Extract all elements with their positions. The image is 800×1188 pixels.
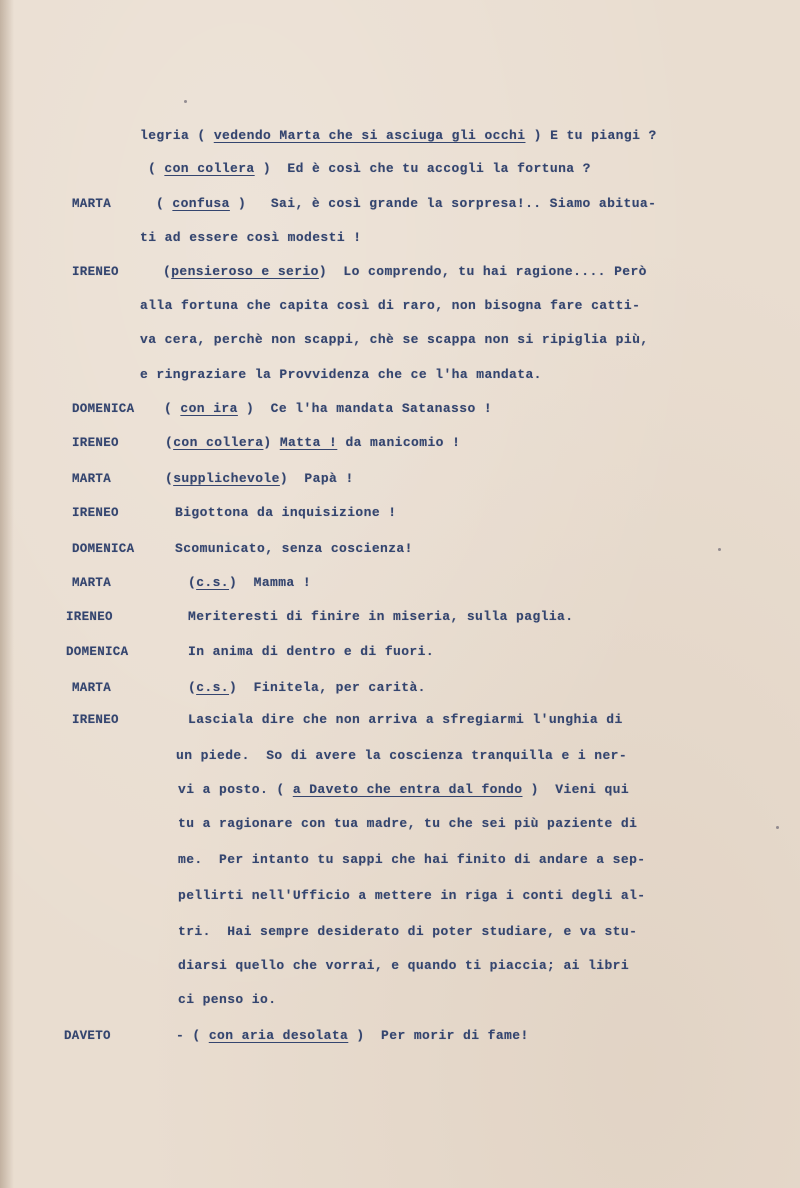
stage-direction: c.s. [196, 680, 230, 695]
line-text: ) Mamma ! [229, 575, 312, 590]
dialogue-line [188, 712, 623, 728]
speaker-name: DOMENICA [72, 402, 135, 416]
line-text: va cera, perchè non scappi, chè se scappa non si ripiglia più, [140, 332, 649, 347]
line-text: me. Per intanto tu sappi che hai finito di andare a sep- [178, 852, 646, 867]
line-text: tu a ragionare con tua madre, tu che sei più paziente di [178, 816, 638, 831]
line-text: Meriteresti di finire in miseria, sulla paglia. [188, 609, 574, 624]
dialogue-line [188, 609, 573, 625]
line-text: alla fortuna che capita così di raro, non bisogna fare catti- [140, 298, 641, 313]
line-text: ) Lo comprendo, tu hai ragione.... Però [318, 264, 647, 279]
dialogue-line [140, 367, 542, 383]
dialogue-line [188, 575, 311, 591]
dialogue-line [176, 1028, 529, 1044]
line-text: ( [165, 471, 174, 486]
line-text: vi a posto. ( [178, 782, 293, 797]
line-text: e ringraziare la Provvidenza che ce l'ha mandata. [140, 367, 542, 382]
line-text: ( [156, 196, 173, 211]
dialogue-line [178, 782, 629, 798]
stage-direction: supplichevole [173, 471, 280, 486]
line-text: ( [165, 435, 174, 450]
dialogue-line [188, 644, 434, 660]
line-text: ( [188, 575, 197, 590]
line-text: ( [148, 161, 165, 176]
dialogue-line [178, 924, 637, 940]
paper-shadow-edge [0, 0, 14, 1188]
line-text: ) Papà ! [279, 471, 354, 486]
speaker-name: IRENEO [72, 713, 119, 727]
line-text: legria ( [140, 128, 214, 143]
stage-direction: con aria desolata [208, 1028, 349, 1043]
dialogue-line [175, 505, 396, 521]
line-text: ) Vieni qui [522, 782, 630, 797]
line-text: un piede. So di avere la coscienza tranquilla e i ner- [176, 748, 628, 763]
line-text: ) Ce l'ha mandata Satanasso ! [237, 401, 493, 416]
dialogue-line [178, 888, 645, 904]
dialogue-line [188, 680, 426, 696]
line-text: - ( [176, 1028, 209, 1043]
dialogue-line [175, 541, 413, 557]
line-text: da manicomio ! [337, 435, 461, 450]
line-text: ) Finitela, per carità. [229, 680, 426, 695]
dialogue-line [165, 435, 460, 451]
line-text: In anima di dentro e di fuori. [188, 644, 435, 659]
speaker-name: IRENEO [72, 436, 119, 450]
ink-speck [718, 548, 721, 551]
line-text: ( [188, 680, 197, 695]
line-text: ( [163, 264, 172, 279]
line-text: ) Sai, è così grande la sorpresa!.. Siamo abitua- [229, 196, 657, 211]
dialogue-line [178, 852, 645, 868]
stage-direction: a Daveto che entra dal fondo [292, 782, 523, 797]
dialogue-line [178, 992, 276, 1008]
stage-direction: c.s. [196, 575, 230, 590]
line-text: ) Ed è così che tu accogli la fortuna ? [254, 161, 591, 176]
stage-direction: vedendo Marta che si asciuga gli occhi [213, 128, 526, 143]
speaker-name: IRENEO [72, 506, 119, 520]
line-text: diarsi quello che vorrai, e quando ti piaccia; ai libri [178, 958, 630, 973]
dialogue-line [164, 401, 492, 417]
dialogue-line [178, 958, 629, 974]
dialogue-line [140, 230, 361, 246]
stage-direction: pensieroso e serio [171, 264, 319, 279]
stage-direction: confusa [172, 196, 230, 211]
dialogue-line [165, 471, 354, 487]
line-text: ci penso io. [178, 992, 277, 1007]
dialogue-line [156, 196, 656, 212]
line-text: Scomunicato, senza coscienza! [175, 541, 413, 556]
line-text: Lasciala dire che non arriva a sfregiarmi l'unghia di [188, 712, 623, 727]
dialogue-line [176, 748, 627, 764]
stage-direction: con collera [173, 435, 264, 450]
speaker-name: IRENEO [66, 610, 113, 624]
dialogue-line [163, 264, 647, 280]
speaker-name: IRENEO [72, 265, 119, 279]
dialogue-line [140, 332, 648, 348]
speaker-name: MARTA [72, 576, 112, 590]
line-text: Bigottona da inquisizione ! [175, 505, 397, 520]
stage-direction: Matta ! [279, 435, 338, 450]
stage-direction: con ira [180, 401, 238, 416]
line-text: ( [164, 401, 181, 416]
line-text: ) Per morir di fame! [348, 1028, 529, 1043]
line-text: ) [263, 435, 280, 450]
line-text: tri. Hai sempre desiderato di poter studiare, e va stu- [178, 924, 638, 939]
ink-speck [184, 100, 187, 103]
line-text: pellirti nell'Ufficio a mettere in riga i conti degli al- [178, 888, 646, 903]
dialogue-line [140, 298, 640, 314]
speaker-name: MARTA [72, 681, 112, 695]
speaker-name: DOMENICA [72, 542, 135, 556]
ink-speck [776, 826, 779, 829]
line-text: ) E tu piangi ? [525, 128, 657, 143]
line-text: ti ad essere così modesti ! [140, 230, 362, 245]
speaker-name: DOMENICA [66, 645, 129, 659]
dialogue-line [178, 816, 637, 832]
stage-direction: con collera [164, 161, 255, 176]
speaker-name: MARTA [72, 472, 112, 486]
speaker-name: MARTA [72, 197, 112, 211]
dialogue-line [140, 128, 657, 144]
dialogue-line [148, 161, 591, 177]
speaker-name: DAVETO [64, 1029, 111, 1043]
